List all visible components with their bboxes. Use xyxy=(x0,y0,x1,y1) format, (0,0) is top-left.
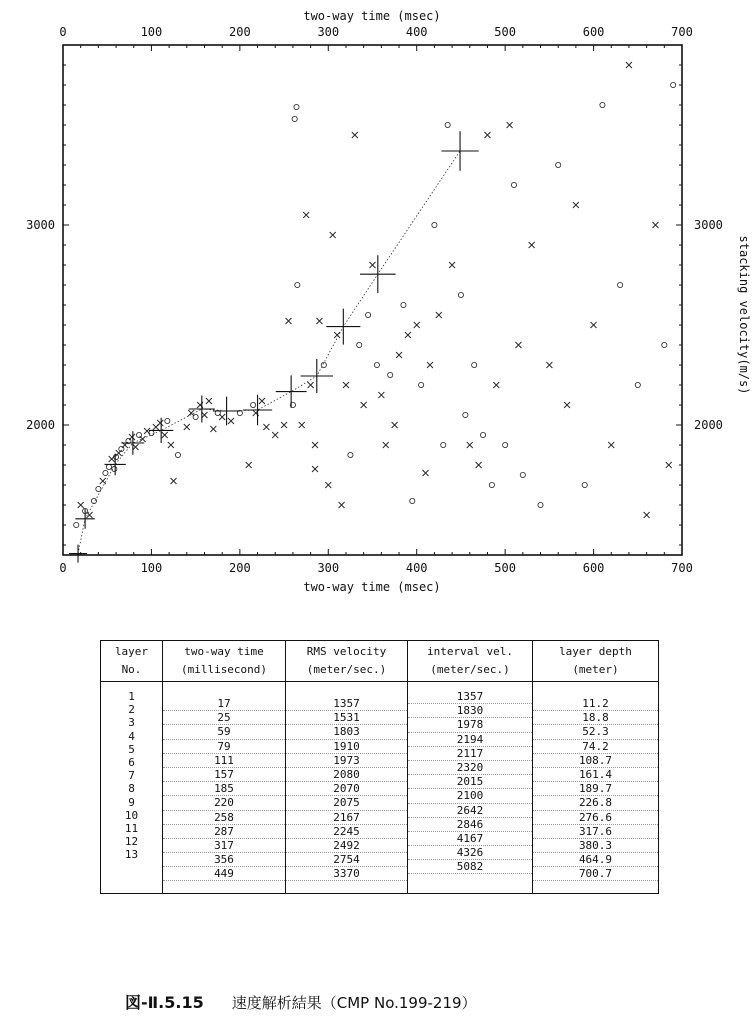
rms-velocity-cell: 1357 xyxy=(286,697,407,711)
semblance-point-circle xyxy=(388,372,393,377)
rms-velocity-cell: 2075 xyxy=(286,796,407,810)
layer-depth-cell: 317.6 xyxy=(533,825,658,839)
plot-frame xyxy=(63,45,682,555)
layer-no-cell: 3 xyxy=(128,716,135,730)
figure-title: 速度解析結果（CMP No.199-219） xyxy=(231,994,477,1012)
semblance-point-cross xyxy=(423,470,429,476)
semblance-point-circle xyxy=(463,412,468,417)
header-layer-depth: layer depth (meter) xyxy=(533,641,659,682)
two-way-time-column xyxy=(163,682,286,894)
semblance-point-circle xyxy=(600,102,605,107)
semblance-point-cross xyxy=(228,418,234,424)
semblance-point-circle xyxy=(582,482,587,487)
semblance-point-cross xyxy=(157,420,163,426)
two-way-time-cell: 449 xyxy=(163,867,285,881)
layer-no-cell: 6 xyxy=(128,755,135,769)
semblance-point-cross xyxy=(370,262,376,268)
semblance-point-cross xyxy=(361,402,367,408)
semblance-point-cross xyxy=(449,262,455,268)
picked-velocity-markers xyxy=(69,131,479,562)
interval-velocity-cell: 2194 xyxy=(408,733,532,747)
semblance-point-cross xyxy=(246,462,252,468)
layer-depth-cell: 108.7 xyxy=(533,754,658,768)
semblance-point-cross xyxy=(493,382,499,388)
semblance-point-cross xyxy=(129,434,135,440)
picked-velocity-marker xyxy=(75,509,95,529)
semblance-point-cross xyxy=(210,426,216,432)
right-tick-labels xyxy=(694,218,723,432)
two-way-time-cell: 59 xyxy=(163,725,285,739)
semblance-point-circle xyxy=(432,222,437,227)
picked-velocity-marker xyxy=(276,375,307,407)
semblance-point-circle xyxy=(106,464,111,469)
interval-velocity-cell: 1357 xyxy=(408,690,532,704)
semblance-point-circle xyxy=(618,282,623,287)
semblance-point-cross xyxy=(325,482,331,488)
bottom-tick-label: 700 xyxy=(671,561,693,575)
layer-depth-cell: 18.8 xyxy=(533,711,658,725)
top-tick-label: 600 xyxy=(582,25,605,39)
table-header-row xyxy=(101,641,659,682)
two-way-time-cell: 287 xyxy=(163,825,285,839)
two-way-time-cell: 157 xyxy=(163,768,285,782)
semblance-point-cross xyxy=(312,442,318,448)
top-tick-label: 500 xyxy=(494,25,516,39)
interval-velocity-cell: 2015 xyxy=(408,775,532,789)
semblance-point-cross xyxy=(652,222,658,228)
semblance-point-cross xyxy=(608,442,614,448)
semblance-point-cross xyxy=(308,382,314,388)
rms-velocity-cell: 2492 xyxy=(286,839,407,853)
semblance-point-circle xyxy=(538,502,543,507)
semblance-point-cross xyxy=(184,424,190,430)
semblance-point-cross xyxy=(546,362,552,368)
bottom-tick-label: 200 xyxy=(229,561,251,575)
picked-velocity-marker xyxy=(301,359,333,393)
picked-velocity-marker xyxy=(243,395,272,426)
two-way-time-cell: 111 xyxy=(163,754,285,768)
top-tick-label: 0 xyxy=(59,25,67,39)
semblance-point-cross xyxy=(573,202,579,208)
interval-velocity-cell: 4326 xyxy=(408,846,532,860)
bottom-tick-label: 100 xyxy=(140,561,163,575)
semblance-point-circle xyxy=(445,122,450,127)
layer-depth-cell: 189.7 xyxy=(533,782,658,796)
semblance-point-cross xyxy=(259,398,265,404)
two-way-time-cell: 25 xyxy=(163,711,285,725)
rms-velocity-cell: 2754 xyxy=(286,853,407,867)
rms-velocity-cell: 2245 xyxy=(286,825,407,839)
semblance-point-circle xyxy=(503,442,508,447)
semblance-point-circle xyxy=(441,442,446,447)
semblance-point-circle xyxy=(103,470,108,475)
semblance-point-cross xyxy=(281,422,287,428)
semblance-point-cross xyxy=(343,382,349,388)
semblance-point-cross xyxy=(272,432,278,438)
semblance-point-circle xyxy=(357,342,362,347)
left-tick-labels xyxy=(26,218,55,432)
rms-velocity-cell: 2080 xyxy=(286,768,407,782)
layer-depth-cell: 74.2 xyxy=(533,740,658,754)
picked-velocity-marker xyxy=(441,131,478,171)
semblance-point-cross xyxy=(334,332,340,338)
semblance-point-cross xyxy=(78,502,84,508)
layer-no-cell: 8 xyxy=(128,782,135,796)
header-layer: layer No. xyxy=(101,641,163,682)
semblance-point-cross xyxy=(133,444,139,450)
left-tick-label: 2000 xyxy=(26,418,55,432)
layer-no-cell: 7 xyxy=(128,769,135,783)
header-rms-velocity: RMS velocity (meter/sec.) xyxy=(286,641,408,682)
semblance-point-circle xyxy=(635,382,640,387)
rms-velocity-cell: 2167 xyxy=(286,811,407,825)
rms-velocity-cell: 3370 xyxy=(286,867,407,881)
semblance-point-circle xyxy=(175,452,180,457)
two-way-time-cell: 79 xyxy=(163,740,285,754)
semblance-point-cross xyxy=(392,422,398,428)
semblance-point-circle xyxy=(193,414,198,419)
rms-velocity-cell: 2070 xyxy=(286,782,407,796)
layer-no-cell: 12 xyxy=(124,835,139,849)
interval-velocity-cell: 1830 xyxy=(408,704,532,718)
rms-velocity-cell: 1973 xyxy=(286,754,407,768)
semblance-point-cross xyxy=(626,62,632,68)
picked-velocity-marker xyxy=(326,309,360,345)
bottom-tick-label: 300 xyxy=(317,561,340,575)
layer-depth-cell: 276.6 xyxy=(533,811,658,825)
semblance-point-circle xyxy=(165,418,170,423)
picked-velocity-marker xyxy=(360,255,396,293)
top-tick-label: 400 xyxy=(405,25,428,39)
semblance-point-cross xyxy=(396,352,402,358)
interval-velocity-cell: 2846 xyxy=(408,818,532,832)
interval-velocity-cell: 2117 xyxy=(408,747,532,761)
picked-velocity-marker xyxy=(121,431,144,454)
semblance-point-cross xyxy=(140,436,146,442)
semblance-point-circle xyxy=(520,472,525,477)
rms-velocity-cell: 1910 xyxy=(286,740,407,754)
layer-depth-cell: 52.3 xyxy=(533,725,658,739)
semblance-point-cross xyxy=(352,132,358,138)
interval-velocity-cell: 1978 xyxy=(408,718,532,732)
semblance-point-circle xyxy=(410,498,415,503)
semblance-point-cross xyxy=(436,312,442,318)
semblance-point-circle xyxy=(480,432,485,437)
top-tick-label: 700 xyxy=(671,25,693,39)
layer-depth-cell: 380.3 xyxy=(533,839,658,853)
interval-velocity-cell: 2642 xyxy=(408,804,532,818)
picked-velocity-line xyxy=(78,151,460,554)
two-way-time-cell: 356 xyxy=(163,853,285,867)
semblance-point-cross xyxy=(427,362,433,368)
semblance-point-circle xyxy=(419,382,424,387)
bottom-tick-labels xyxy=(59,561,692,575)
semblance-point-cross xyxy=(219,414,225,420)
rms-velocity-column xyxy=(286,682,408,894)
semblance-point-cross xyxy=(467,442,473,448)
semblance-point-cross xyxy=(168,442,174,448)
semblance-point-circle xyxy=(294,104,299,109)
layer-no-cell: 11 xyxy=(124,821,139,835)
interval-velocity-cell: 2320 xyxy=(408,761,532,775)
semblance-point-cross xyxy=(201,412,207,418)
semblance-point-cross xyxy=(378,392,384,398)
semblance-point-cross xyxy=(312,466,318,472)
semblance-point-cross xyxy=(339,502,345,508)
two-way-time-cell: 258 xyxy=(163,811,285,825)
semblance-point-cross xyxy=(303,212,309,218)
picked-velocity-marker xyxy=(69,545,87,563)
figure-number: 図-Ⅱ.5.15 xyxy=(125,993,204,1012)
semblance-point-circle xyxy=(671,82,676,87)
interval-velocity-cell: 4167 xyxy=(408,832,532,846)
semblance-point-circle xyxy=(295,282,300,287)
two-way-time-cell: 317 xyxy=(163,839,285,853)
semblance-point-circle xyxy=(511,182,516,187)
right-tick-label: 3000 xyxy=(694,218,723,232)
layer-no-cell: 5 xyxy=(128,742,135,756)
right-tick-label: 2000 xyxy=(694,418,723,432)
semblance-point-cross xyxy=(171,478,177,484)
two-way-time-cell: 17 xyxy=(163,697,285,711)
semblance-point-circle xyxy=(251,402,256,407)
figure-caption xyxy=(125,990,477,1013)
layer-no-cell: 13 xyxy=(124,848,139,862)
layer-depth-cell: 161.4 xyxy=(533,768,658,782)
interval-velocity-cell: 2100 xyxy=(408,789,532,803)
semblance-point-circle xyxy=(292,116,297,121)
picked-velocity-marker xyxy=(213,397,241,426)
layer-no-cell: 10 xyxy=(124,808,139,822)
semblance-point-circle xyxy=(401,302,406,307)
layer-depth-column xyxy=(533,682,659,894)
layer-depth-cell: 11.2 xyxy=(533,697,658,711)
top-tick-labels xyxy=(59,25,692,39)
rms-velocity-cell: 1803 xyxy=(286,725,407,739)
semblance-point-cross xyxy=(476,462,482,468)
bottom-tick-label: 400 xyxy=(405,561,428,575)
semblance-point-cross xyxy=(529,242,535,248)
bottom-tick-label: 500 xyxy=(494,561,516,575)
layer-no-column xyxy=(101,682,163,894)
left-tick-label: 3000 xyxy=(26,218,55,232)
semblance-point-cross xyxy=(162,432,168,438)
two-way-time-cell: 185 xyxy=(163,782,285,796)
table-body-row xyxy=(101,682,659,894)
semblance-point-cross xyxy=(383,442,389,448)
semblance-point-cross xyxy=(330,232,336,238)
semblance-point-cross xyxy=(507,122,513,128)
layer-no-cell: 9 xyxy=(128,795,135,809)
x-axis-label: two-way time (msec) xyxy=(303,580,441,594)
header-two-way-time: two-way time (millisecond) xyxy=(163,641,286,682)
semblance-point-circle xyxy=(74,522,79,527)
semblance-point-cross xyxy=(484,132,490,138)
top-tick-label: 200 xyxy=(229,25,251,39)
bottom-tick-label: 600 xyxy=(582,561,605,575)
semblance-point-circle xyxy=(365,312,370,317)
top-tick-label: 100 xyxy=(140,25,163,39)
bottom-tick-label: 0 xyxy=(59,561,67,575)
layer-depth-cell: 700.7 xyxy=(533,867,658,881)
semblance-point-circle xyxy=(472,362,477,367)
semblance-point-cross xyxy=(316,318,322,324)
semblance-point-cross xyxy=(644,512,650,518)
semblance-point-cross xyxy=(591,322,597,328)
header-interval-velocity: interval vel. (meter/sec.) xyxy=(408,641,533,682)
layer-no-cell: 1 xyxy=(128,690,135,703)
semblance-point-cross xyxy=(666,462,672,468)
semblance-point-cross xyxy=(405,332,411,338)
axis-ticks xyxy=(63,45,682,555)
interval-velocity-column xyxy=(408,682,533,894)
velocity-table xyxy=(100,640,659,894)
semblance-point-cross xyxy=(285,318,291,324)
layer-no-cell: 4 xyxy=(128,729,135,743)
interval-velocity-cell: 5082 xyxy=(408,860,532,874)
semblance-point-circle xyxy=(348,452,353,457)
semblance-point-circle xyxy=(489,482,494,487)
semblance-point-cross xyxy=(564,402,570,408)
semblance-point-cross xyxy=(515,342,521,348)
semblance-point-cross xyxy=(299,422,305,428)
semblance-point-cross xyxy=(116,450,122,456)
semblance-point-circle xyxy=(374,362,379,367)
top-axis-label: two-way time (msec) xyxy=(303,9,441,23)
semblance-point-circle xyxy=(662,342,667,347)
layer-depth-cell: 226.8 xyxy=(533,796,658,810)
layer-no-cell: 2 xyxy=(128,703,135,717)
rms-velocity-cell: 1531 xyxy=(286,711,407,725)
semblance-point-cross xyxy=(206,398,212,404)
layer-depth-cell: 464.9 xyxy=(533,853,658,867)
y-axis-label: stacking velocity(m/s) xyxy=(737,235,751,395)
semblance-point-cross xyxy=(263,424,269,430)
semblance-point-cross xyxy=(414,322,420,328)
semblance-point-circle xyxy=(556,162,561,167)
semblance-points xyxy=(74,62,676,528)
two-way-time-cell: 220 xyxy=(163,796,285,810)
semblance-point-cross xyxy=(100,478,106,484)
semblance-point-circle xyxy=(458,292,463,297)
top-tick-label: 300 xyxy=(317,25,340,39)
